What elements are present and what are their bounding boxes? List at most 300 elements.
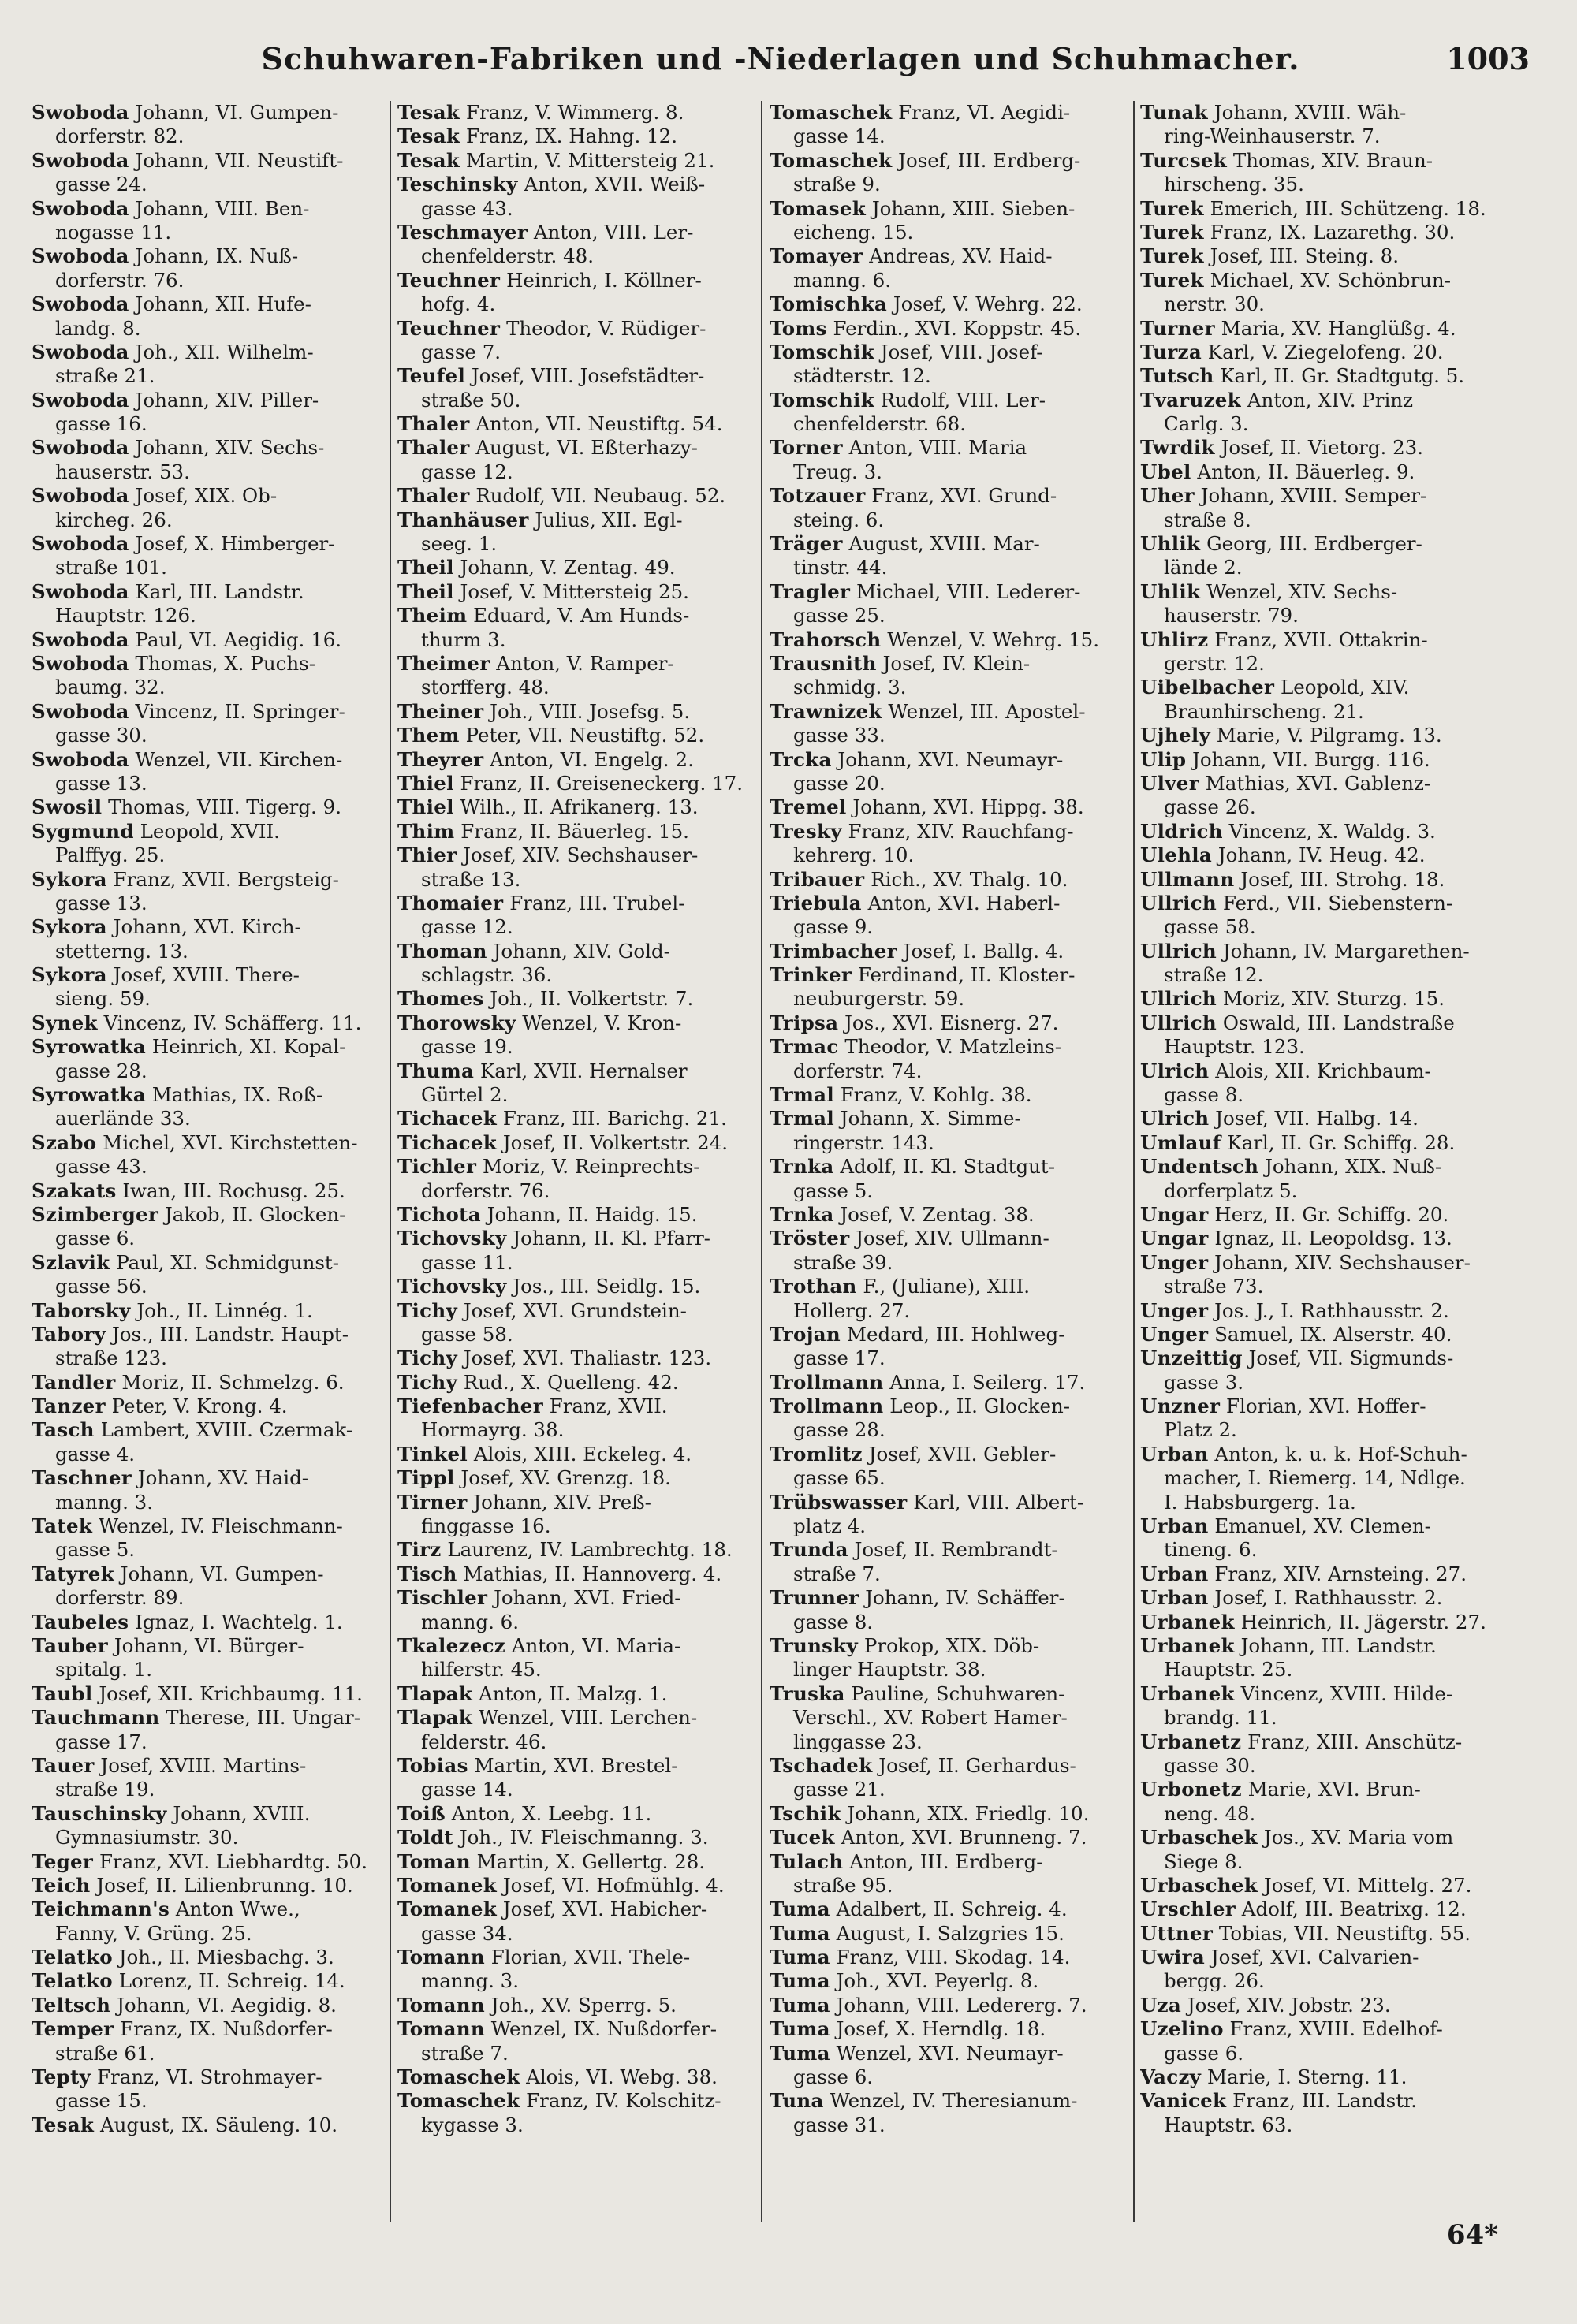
entry-surname: Undentsch	[1140, 1155, 1259, 1179]
entry-first-line	[32, 580, 388, 604]
directory-entry	[397, 556, 754, 579]
entry-continuation-line	[1140, 1179, 1497, 1203]
entry-details: Anton, VIII. Maria	[848, 436, 1027, 460]
entry-first-line	[32, 1466, 388, 1490]
entry-first-line	[32, 292, 388, 316]
entry-surname: Sygmund	[32, 819, 134, 843]
entry-continuation-line	[770, 1466, 1126, 1490]
entry-details: Peter, V. Krong. 4.	[111, 1395, 288, 1418]
directory-entry	[770, 1491, 1126, 1539]
directory-entry	[1140, 1730, 1497, 1778]
entry-surname: Trunda	[770, 1538, 848, 1562]
entry-first-line	[1140, 2089, 1497, 2113]
entry-details: Franz, IV. Kolschitz-	[526, 2089, 721, 2113]
directory-entry	[32, 1466, 388, 1514]
entry-details: Josef, XVI. Thaliastr. 123.	[463, 1346, 712, 1370]
entry-first-line	[1140, 341, 1497, 364]
entry-surname: Tuma	[770, 2017, 830, 2041]
entry-continuation-line	[397, 1922, 754, 1946]
entry-details: August, VI. Eßterhazy-	[475, 436, 698, 460]
directory-entry	[1140, 1299, 1497, 1323]
entry-continuation-line	[1140, 1969, 1497, 1993]
entry-surname: Uhlirz	[1140, 628, 1209, 651]
entry-first-line	[32, 1634, 388, 1658]
entry-first-line	[32, 436, 388, 460]
entry-details: Josef, XIV. Sechshauser-	[463, 844, 699, 867]
directory-entry	[770, 532, 1126, 580]
entry-surname: Trunner	[770, 1586, 859, 1610]
directory-entry	[32, 1514, 388, 1562]
entry-details: hilferstr. 45.	[421, 1658, 542, 1682]
entry-details: gasse 12.	[421, 460, 513, 483]
entry-details: Jakob, II. Glocken-	[164, 1202, 346, 1226]
entry-first-line	[1140, 436, 1497, 460]
entry-details: Josef, VIII. Josef-	[880, 340, 1043, 363]
directory-entry	[1140, 221, 1497, 244]
entry-surname: Trinker	[770, 963, 852, 987]
directory-entry	[397, 125, 754, 148]
entry-details: Hollerg. 27.	[793, 1298, 911, 1322]
entry-details: manng. 6.	[421, 1610, 520, 1633]
entry-details: Ignaz, II. Leopoldsg. 13.	[1214, 1227, 1452, 1250]
entry-surname: Swoboda	[32, 436, 129, 460]
directory-entry	[32, 748, 388, 796]
entry-first-line	[397, 1850, 754, 1874]
entry-details: Karl, III. Landstr.	[135, 579, 304, 603]
entry-details: Joh., XVI. Peyerlg. 8.	[836, 1969, 1039, 1993]
entry-first-line	[397, 1634, 754, 1658]
entry-details: gasse 8.	[793, 1610, 874, 1633]
entry-details: Verschl., XV. Robert Hamer-	[793, 1706, 1068, 1730]
entry-continuation-line	[32, 269, 388, 292]
entry-details: Moriz, V. Reinprechts-	[482, 1155, 700, 1179]
directory-entry	[1140, 317, 1497, 341]
entry-continuation-line	[397, 460, 754, 484]
entry-details: gasse 15.	[55, 2089, 147, 2113]
entry-details: straße 39.	[793, 1250, 893, 1274]
entry-details: Karl, VIII. Albert-	[913, 1490, 1084, 1514]
entry-details: Franz, XVII.	[549, 1395, 668, 1418]
directory-entry	[397, 1802, 754, 1826]
entry-first-line	[770, 652, 1126, 676]
entry-surname: Teschinsky	[397, 173, 518, 196]
entry-details: Anton, III. Erdberg-	[849, 1849, 1043, 1873]
entry-details: straße 12.	[1164, 963, 1264, 987]
entry-first-line	[1140, 149, 1497, 173]
entry-continuation-line	[32, 1275, 388, 1298]
entry-details: thurm 3.	[421, 628, 506, 651]
directory-entry	[1140, 1346, 1497, 1395]
entry-first-line	[397, 724, 754, 747]
entry-first-line	[32, 389, 388, 412]
directory-entry	[770, 1275, 1126, 1323]
entry-details: I. Habsburgerg. 1a.	[1164, 1490, 1356, 1514]
entry-details: Johann, XIX. Nuß-	[1265, 1155, 1442, 1179]
entry-first-line	[770, 2042, 1126, 2065]
entry-details: dorferstr. 76.	[55, 268, 185, 292]
entry-surname: Swoboda	[32, 699, 129, 723]
directory-entry	[1140, 101, 1497, 149]
entry-surname: Urban	[1140, 1586, 1209, 1610]
entry-details: Josef, II. Vietorg. 23.	[1221, 436, 1424, 460]
entry-first-line	[397, 1443, 754, 1466]
entry-surname: Ulehla	[1140, 844, 1213, 867]
entry-details: nerstr. 30.	[1164, 292, 1265, 316]
directory-entry	[1140, 460, 1497, 484]
entry-details: Josef, II. Lilienbrunng. 10.	[96, 1873, 353, 1897]
entry-first-line	[1140, 1826, 1497, 1849]
entry-details: August, I. Salzgries 15.	[836, 1921, 1064, 1945]
entry-surname: Urban	[1140, 1514, 1209, 1538]
entry-details: gasse 43.	[421, 196, 513, 220]
entry-details: schmidg. 3.	[793, 676, 907, 699]
directory-entry	[770, 963, 1126, 1011]
entry-first-line	[770, 341, 1126, 364]
entry-first-line	[1140, 1994, 1497, 2017]
entry-first-line	[1140, 1874, 1497, 1898]
entry-details: Johann, XVIII. Semper-	[1200, 484, 1427, 508]
entry-details: hauserstr. 79.	[1164, 604, 1299, 628]
entry-surname: Tomann	[397, 1993, 485, 2017]
entry-details: Hauptstr. 63.	[1164, 2113, 1293, 2136]
entry-details: Wenzel, V. Kron-	[522, 1011, 682, 1034]
entry-details: Wenzel, IV. Fleischmann-	[98, 1514, 343, 1538]
entry-surname: Trcka	[770, 747, 832, 771]
entry-continuation-line	[770, 412, 1126, 436]
entry-first-line	[32, 532, 388, 556]
entry-first-line	[397, 1060, 754, 1083]
entry-details: Iwan, III. Rochusg. 25.	[122, 1179, 345, 1202]
entry-details: Heinrich, II. Jägerstr. 27.	[1240, 1610, 1486, 1633]
directory-entry	[1140, 1874, 1497, 1898]
entry-continuation-line	[770, 556, 1126, 579]
entry-details: gasse 30.	[55, 724, 147, 747]
entry-details: Franz, V. Kohlg. 38.	[840, 1083, 1032, 1107]
directory-entry	[397, 820, 754, 844]
directory-entry	[1140, 341, 1497, 364]
entry-continuation-line	[32, 173, 388, 196]
directory-entry	[770, 795, 1126, 819]
entry-continuation-line	[770, 1562, 1126, 1586]
entry-details: Johann, II. Kl. Pfarr-	[513, 1227, 710, 1250]
entry-details: Karl, V. Ziegelofeng. 20.	[1207, 340, 1444, 363]
entry-details: Anton, XVI. Brunneng. 7.	[841, 1826, 1087, 1849]
entry-surname: Tuna	[770, 2089, 824, 2113]
entry-continuation-line	[32, 412, 388, 436]
entry-first-line	[1140, 628, 1497, 652]
entry-surname: Ullrich	[1140, 891, 1217, 914]
entry-surname: Thomaier	[397, 891, 504, 914]
directory-entry	[397, 748, 754, 772]
entry-details: hofg. 4.	[421, 292, 496, 316]
entry-details: Anton, VII. Neustiftg. 54.	[475, 412, 723, 436]
entry-surname: Tomayer	[770, 244, 863, 268]
entry-details: macher, I. Riemerg. 14, Ndlge.	[1164, 1466, 1466, 1490]
entry-surname: Tomanek	[397, 1873, 498, 1897]
entry-details: gasse 34.	[421, 1921, 513, 1945]
entry-first-line	[1140, 676, 1497, 699]
directory-entry	[397, 1898, 754, 1946]
entry-first-line	[1140, 1011, 1497, 1035]
entry-details: Vincenz, II. Springer-	[135, 699, 345, 723]
entry-surname: Tucek	[770, 1826, 835, 1849]
entry-continuation-line	[32, 724, 388, 747]
entry-details: Johann, VI. Bürger-	[114, 1634, 304, 1657]
entry-details: Hauptstr. 123.	[1164, 1035, 1305, 1059]
entry-details: Anton, V. Ramper-	[496, 651, 674, 675]
directory-entry	[1140, 1586, 1497, 1610]
entry-details: ring-Weinhauserstr. 7.	[1164, 125, 1381, 148]
entry-surname: Tanzer	[32, 1395, 106, 1418]
entry-first-line	[1140, 1060, 1497, 1083]
entry-surname: Swoboda	[32, 340, 129, 363]
entry-surname: Szakats	[32, 1179, 117, 1202]
entry-details: Herz, II. Gr. Schiffg. 20.	[1214, 1202, 1449, 1226]
entry-continuation-line	[397, 1418, 754, 1442]
directory-entry	[397, 1346, 754, 1370]
entry-details: Johann, II. Haidg. 15.	[487, 1202, 698, 1226]
directory-entry	[32, 628, 388, 652]
directory-entry	[32, 1562, 388, 1611]
entry-details: Johann, XIV. Sechs-	[135, 436, 325, 460]
entry-first-line	[397, 1371, 754, 1395]
entry-continuation-line	[32, 1443, 388, 1466]
entry-details: Jos., XV. Maria vom	[1263, 1826, 1454, 1849]
directory-entry	[1140, 1826, 1497, 1874]
entry-surname: Tomschik	[770, 388, 874, 412]
entry-surname: Trunsky	[770, 1634, 859, 1657]
entry-surname: Tichler	[397, 1155, 477, 1179]
directory-entry	[32, 1946, 388, 1969]
entry-details: Johann, XIV. Preß-	[473, 1490, 651, 1514]
entry-surname: Trahorsch	[770, 628, 882, 651]
entry-details: Adalbert, II. Schreig. 4.	[836, 1898, 1068, 1921]
entry-first-line	[1140, 580, 1497, 604]
entry-surname: Theil	[397, 556, 454, 579]
entry-continuation-line	[1140, 963, 1497, 987]
entry-details: Johann, VII. Burgg. 116.	[1192, 747, 1430, 771]
entry-first-line	[1140, 820, 1497, 844]
directory-entry	[32, 197, 388, 245]
entry-first-line	[1140, 101, 1497, 125]
entry-details: Joh., XII. Wilhelm-	[135, 340, 314, 363]
entry-surname: Tirner	[397, 1490, 468, 1514]
entry-surname: Teich	[32, 1873, 91, 1897]
entry-details: brandg. 11.	[1164, 1706, 1277, 1730]
entry-surname: Swoboda	[32, 579, 129, 603]
entry-surname: Swoboda	[32, 101, 129, 124]
directory-entry	[397, 364, 754, 412]
entry-surname: Szimberger	[32, 1202, 159, 1226]
directory-entry	[1140, 2017, 1497, 2065]
entry-surname: Telatko	[32, 1946, 113, 1969]
entry-details: Johann, XIV. Gold-	[493, 939, 670, 963]
entry-first-line	[770, 748, 1126, 772]
directory-entry	[770, 1634, 1126, 1682]
directory-entry	[1140, 1155, 1497, 1203]
entry-details: Rich., XV. Thalg. 10.	[871, 867, 1068, 891]
entry-surname: Taborsky	[32, 1298, 131, 1322]
entry-details: Josef, VI. Hofmühlg. 4.	[502, 1873, 725, 1897]
directory-entry	[32, 244, 388, 292]
entry-first-line	[1140, 1395, 1497, 1418]
directory-entry	[397, 269, 754, 317]
entry-continuation-line	[32, 2089, 388, 2113]
entry-first-line	[32, 1706, 388, 1730]
entry-continuation-line	[1140, 652, 1497, 676]
entry-surname: Thuma	[397, 1059, 475, 1082]
entry-details: chenfelderstr. 68.	[793, 412, 967, 436]
directory-entry	[32, 101, 388, 149]
directory-entry	[397, 724, 754, 747]
entry-details: Johann, X. Simme-	[840, 1107, 1021, 1130]
directory-entry	[1140, 1323, 1497, 1346]
entry-continuation-line	[770, 915, 1126, 939]
entry-surname: Tschadek	[770, 1753, 873, 1777]
entry-details: straße 19.	[55, 1778, 155, 1801]
entry-first-line	[770, 892, 1126, 915]
entry-details: Franz, XVII. Ottakrin-	[1214, 628, 1428, 651]
entry-continuation-line	[32, 1778, 388, 1801]
directory-entry	[397, 1107, 754, 1130]
directory-entry	[770, 1155, 1126, 1203]
entry-surname: Tomann	[397, 1946, 485, 1969]
entry-details: Johann, VI. Aegidig. 8.	[117, 1993, 337, 2017]
directory-entry	[32, 1179, 388, 1203]
entry-first-line	[397, 101, 754, 125]
entry-continuation-line	[770, 125, 1126, 148]
entry-first-line	[32, 1203, 388, 1227]
directory-entry	[770, 292, 1126, 316]
entry-surname: Ullrich	[1140, 939, 1217, 963]
entry-continuation-line	[1140, 915, 1497, 939]
entry-surname: Teschmayer	[397, 220, 528, 244]
entry-surname: Toman	[397, 1849, 471, 1873]
entry-details: Vincenz, IV. Schäfferg. 11.	[103, 1011, 362, 1034]
entry-continuation-line	[397, 868, 754, 892]
entry-details: Mathias, XVI. Gablenz-	[1205, 771, 1431, 795]
entry-details: gasse 28.	[55, 1059, 147, 1082]
entry-details: Josef, I. Rathhausstr. 2.	[1214, 1586, 1443, 1610]
entry-details: chenfelderstr. 48.	[421, 244, 595, 268]
entry-surname: Unzner	[1140, 1395, 1221, 1418]
directory-entry	[397, 1011, 754, 1060]
directory-entry	[397, 1946, 754, 1994]
entry-details: neuburgerstr. 59.	[793, 987, 965, 1011]
entry-continuation-line	[770, 2065, 1126, 2089]
entry-first-line	[397, 580, 754, 604]
entry-surname: Urbanek	[1140, 1610, 1235, 1633]
entry-first-line	[32, 1131, 388, 1155]
entry-first-line	[770, 1203, 1126, 1227]
entry-first-line	[397, 484, 754, 508]
entry-surname: Träger	[770, 532, 843, 556]
directory-entry	[770, 1898, 1126, 1921]
column-divider	[1133, 101, 1135, 2222]
entry-first-line	[1140, 940, 1497, 963]
directory-entry	[397, 101, 754, 125]
entry-continuation-line	[1140, 2114, 1497, 2137]
entry-details: Josef, V. Zentag. 38.	[840, 1202, 1035, 1226]
entry-continuation-line	[32, 772, 388, 795]
directory-entry	[1140, 892, 1497, 940]
entry-surname: Tkalezecz	[397, 1634, 506, 1657]
entry-details: hirscheng. 35.	[1164, 173, 1304, 196]
entry-details: dorferstr. 89.	[55, 1586, 185, 1610]
directory-entry	[32, 795, 388, 819]
entry-surname: Szlavik	[32, 1250, 110, 1274]
entry-surname: Thim	[397, 819, 455, 843]
entry-first-line	[397, 1011, 754, 1035]
entry-first-line	[1140, 748, 1497, 772]
entry-details: sieng. 59.	[55, 987, 151, 1011]
entry-continuation-line	[1140, 292, 1497, 316]
entry-details: ringerstr. 143.	[793, 1130, 934, 1154]
entry-surname: Tauber	[32, 1634, 109, 1657]
entry-details: Rud., X. Quelleng. 42.	[463, 1370, 679, 1394]
entry-details: Anton, II. Malzg. 1.	[479, 1682, 668, 1705]
entry-surname: Trojan	[770, 1322, 841, 1346]
entry-details: linger Hauptstr. 38.	[793, 1658, 986, 1682]
entry-details: gasse 24.	[55, 173, 147, 196]
directory-entry	[1140, 2089, 1497, 2137]
entry-details: Anton, VIII. Ler-	[533, 220, 694, 244]
entry-details: Michael, VIII. Lederer-	[856, 579, 1081, 603]
entry-first-line	[770, 1898, 1126, 1921]
signature-mark: 64*	[1446, 2219, 1498, 2251]
entry-first-line	[32, 820, 388, 844]
entry-first-line	[32, 1083, 388, 1107]
entry-first-line	[397, 795, 754, 819]
entry-surname: Theiner	[397, 699, 484, 723]
directory-entry	[32, 1083, 388, 1131]
entry-surname: Ullrich	[1140, 1011, 1217, 1034]
entry-first-line	[397, 1562, 754, 1586]
entry-details: Lambert, XVIII. Czermak-	[100, 1418, 353, 1442]
entry-first-line	[397, 1874, 754, 1898]
entry-surname: Ulrich	[1140, 1059, 1210, 1082]
entry-first-line	[397, 2089, 754, 2113]
entry-continuation-line	[397, 1611, 754, 1634]
entry-details: manng. 6.	[793, 268, 892, 292]
entry-first-line	[397, 844, 754, 867]
entry-first-line	[1140, 1730, 1497, 1754]
directory-entry	[397, 1754, 754, 1802]
entry-details: gasse 6.	[55, 1227, 136, 1250]
entry-details: Josef, XIV. Jobstr. 23.	[1187, 1993, 1391, 2017]
directory-entry	[32, 868, 388, 916]
entry-details: Mathias, IX. Roß-	[151, 1083, 323, 1107]
directory-entry	[32, 1754, 388, 1802]
entry-surname: Tichacek	[397, 1107, 498, 1130]
directory-entry	[1140, 748, 1497, 772]
entry-first-line	[1140, 1922, 1497, 1946]
entry-details: Wenzel, VIII. Lerchen-	[479, 1706, 698, 1730]
directory-entry	[770, 149, 1126, 197]
entry-first-line	[32, 1850, 388, 1874]
entry-details: Florian, XVII. Thele-	[490, 1946, 691, 1969]
entry-details: Pauline, Schuhwaren-	[851, 1682, 1065, 1705]
entry-first-line	[770, 940, 1126, 963]
entry-details: Josef, XIV. Ullmann-	[856, 1227, 1049, 1250]
entry-first-line	[397, 1155, 754, 1179]
directory-entry	[32, 820, 388, 868]
entry-first-line	[1140, 1346, 1497, 1370]
directory-entry	[32, 389, 388, 437]
entry-details: Ignaz, I. Wachtelg. 1.	[135, 1610, 343, 1633]
entry-surname: Thorowsky	[397, 1011, 516, 1034]
entry-first-line	[770, 1946, 1126, 1969]
